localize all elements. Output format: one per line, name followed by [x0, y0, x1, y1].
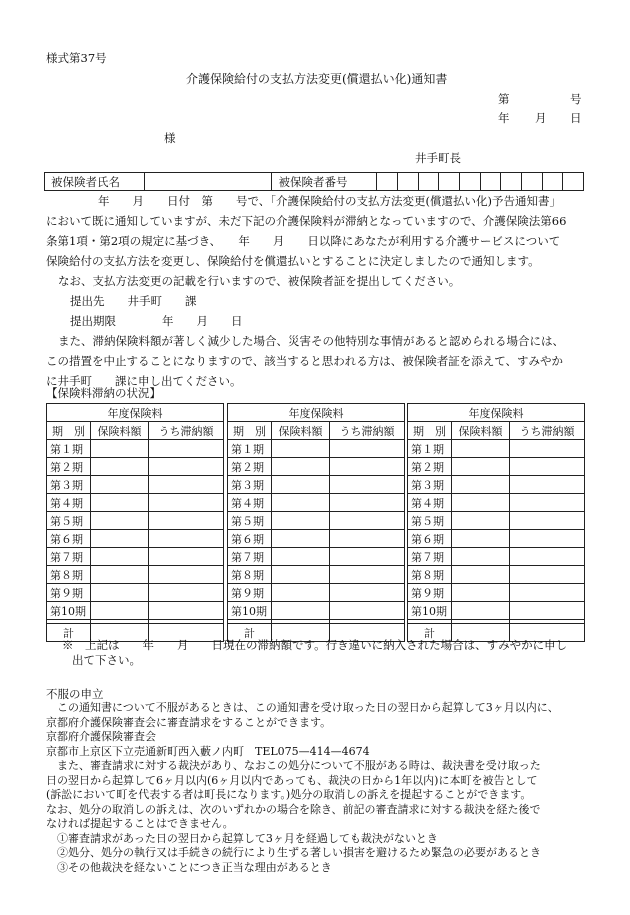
- table-row: [47, 530, 224, 548]
- arrears-cell: [330, 512, 405, 530]
- arrears-cell: [330, 602, 405, 620]
- arrears-cell: [330, 476, 405, 494]
- number-box: [542, 173, 563, 191]
- table-row: [47, 476, 224, 494]
- status-heading: 【保険料滞納の状況】: [46, 386, 161, 400]
- appeal-text: [46, 701, 559, 875]
- table-header-row: [408, 422, 585, 440]
- total-label: 計: [228, 624, 272, 642]
- fiscal-year-header: 年度保険料: [47, 404, 224, 422]
- table-row: [408, 602, 585, 620]
- doc-number-dai: 第: [498, 92, 510, 106]
- premium-cell: [91, 512, 149, 530]
- note-line: ※ 上記は 年 月 日現在の滞納額です。行き違いに納入された場合は、すみやかに申し: [62, 638, 568, 652]
- premium-cell: [91, 530, 149, 548]
- arrears-cell: [330, 548, 405, 566]
- col-period: 期 別: [47, 422, 91, 440]
- period-label: 第10期: [228, 602, 272, 620]
- number-box: [418, 173, 439, 191]
- period-label: 第５期: [47, 512, 91, 530]
- premium-cell: [452, 458, 510, 476]
- table-header-row: [47, 422, 224, 440]
- table-row: [228, 530, 405, 548]
- period-label: 第９期: [228, 584, 272, 602]
- appeal-line: なければ提起することはできません。: [46, 817, 234, 830]
- period-label: 第４期: [408, 494, 452, 512]
- period-label: 第４期: [47, 494, 91, 512]
- col-premium: 保険料額: [272, 422, 330, 440]
- period-label: 第６期: [408, 530, 452, 548]
- premium-cell: [272, 512, 330, 530]
- period-label: 第10期: [408, 602, 452, 620]
- appeal-line: ①審査請求があった日の翌日から起算して3ヶ月を経過しても裁決がないとき: [46, 831, 438, 845]
- premium-cell: [452, 566, 510, 584]
- date-year: 年: [498, 111, 510, 125]
- number-box: [377, 173, 398, 191]
- col-premium: 保険料額: [91, 422, 149, 440]
- arrears-cell: [330, 440, 405, 458]
- period-label: 第６期: [228, 530, 272, 548]
- col-premium: 保険料額: [452, 422, 510, 440]
- note: [62, 638, 567, 668]
- period-label: 第４期: [228, 494, 272, 512]
- period-label: 第７期: [228, 548, 272, 566]
- fiscal-year-header: 年度保険料: [228, 404, 405, 422]
- table-row: [408, 494, 585, 512]
- arrears-cell: [330, 494, 405, 512]
- table-row: [47, 512, 224, 530]
- col-period: 期 別: [228, 422, 272, 440]
- premium-cell: [272, 440, 330, 458]
- table-row: [408, 512, 585, 530]
- appeal-line: 京都府介護保険審査会: [46, 730, 156, 743]
- arrears-cell: [149, 548, 224, 566]
- arrears-cell: [510, 440, 585, 458]
- arrears-cell: [510, 458, 585, 476]
- number-box: [397, 173, 418, 191]
- body-line: この措置を中止することになりますので、該当すると思われる方は、被保険者証を添えて、すみやか: [46, 354, 564, 368]
- table-row: [408, 548, 585, 566]
- period-label: 第１期: [408, 440, 452, 458]
- total-label: 計: [47, 624, 91, 642]
- number-box: [439, 173, 460, 191]
- premium-cell: [91, 548, 149, 566]
- table-row: [228, 566, 405, 584]
- fiscal-year-header: 年度保険料: [408, 404, 585, 422]
- arrears-cell: [510, 512, 585, 530]
- period-label: 第７期: [47, 548, 91, 566]
- appeal-heading: 不服の申立: [46, 687, 104, 701]
- table-header-row: [47, 404, 224, 422]
- body-line: なお、支払方法変更の記載を行いますので、被保険者証を提出してください。: [58, 274, 461, 288]
- arrears-cell: [510, 602, 585, 620]
- arrears-cell: [149, 530, 224, 548]
- appeal-line: ③その他裁決を経ないことにつき正当な理由があるとき: [46, 860, 332, 874]
- premium-cell: [272, 476, 330, 494]
- date-day: 日: [570, 111, 582, 125]
- premium-cell: [452, 512, 510, 530]
- period-label: 第８期: [408, 566, 452, 584]
- arrears-cell: [330, 584, 405, 602]
- body-line: 年 月 日付 第 号で、「介護保険給付の支払方法変更(償還払い化)予告通知書」: [98, 194, 561, 208]
- premium-cell: [452, 584, 510, 602]
- arrears-cell: [149, 494, 224, 512]
- premium-cell: [452, 494, 510, 512]
- premium-cell: [91, 584, 149, 602]
- period-label: 第２期: [408, 458, 452, 476]
- premium-cell: [272, 584, 330, 602]
- submission-destination: 提出先 井手町 課: [70, 294, 197, 308]
- table-row: [47, 548, 224, 566]
- arrears-cell: [149, 476, 224, 494]
- arrears-cell: [330, 566, 405, 584]
- insured-info-row: [44, 172, 584, 191]
- document-title: 介護保険給付の支払方法変更(償還払い化)通知書: [186, 72, 448, 86]
- period-label: 第１期: [228, 440, 272, 458]
- arrears-cell: [149, 602, 224, 620]
- table-row: [228, 476, 405, 494]
- arrears-cell: [149, 512, 224, 530]
- period-label: 第８期: [228, 566, 272, 584]
- submission-deadline: 提出期限 年 月 日: [70, 314, 243, 328]
- premium-cell: [91, 602, 149, 620]
- insured-name-label: 被保険者氏名: [45, 173, 145, 191]
- table-row: [408, 530, 585, 548]
- arrears-cell: [510, 548, 585, 566]
- table-row: [228, 512, 405, 530]
- arrears-cell: [510, 530, 585, 548]
- period-label: 第１期: [47, 440, 91, 458]
- arrears-table: [227, 403, 405, 642]
- premium-cell: [272, 602, 330, 620]
- table-row: [47, 584, 224, 602]
- arrears-cell: [330, 458, 405, 476]
- premium-cell: [272, 548, 330, 566]
- arrears-cell: [510, 584, 585, 602]
- period-label: 第３期: [47, 476, 91, 494]
- arrears-cell: [510, 494, 585, 512]
- col-arrears: うち滞納額: [510, 422, 585, 440]
- arrears-cell: [510, 476, 585, 494]
- premium-cell: [91, 458, 149, 476]
- total-label: 計: [408, 624, 452, 642]
- arrears-cell: [510, 566, 585, 584]
- doc-number-go: 号: [570, 92, 582, 106]
- appeal-line: この通知書について不服があるときは、この通知書を受け取った日の翌日から起算して3ヶ月以内に、: [46, 701, 559, 714]
- appeal-line: ②処分、処分の執行又は手続きの続行により生ずる著しい損害を避けるため緊急の必要があるとき: [46, 846, 541, 859]
- appeal-line: 日の翌日から起算して6ヶ月以内(6ヶ月以内であっても、裁決の日から1年以内)に本町を被告として: [46, 773, 538, 787]
- number-box: [480, 173, 501, 191]
- period-label: 第２期: [228, 458, 272, 476]
- addressee-sama: 様: [164, 131, 176, 145]
- arrears-cell: [149, 584, 224, 602]
- table-row: [228, 584, 405, 602]
- number-box: [501, 173, 522, 191]
- table-row: [47, 458, 224, 476]
- table-header-row: [408, 404, 585, 422]
- col-arrears: うち滞納額: [330, 422, 405, 440]
- period-label: 第８期: [47, 566, 91, 584]
- date-month: 月: [535, 111, 547, 125]
- appeal-line: 京都府介護保険審査会に審査請求をすることができます。: [46, 715, 332, 729]
- premium-cell: [272, 494, 330, 512]
- col-period: 期 別: [408, 422, 452, 440]
- table-row: [408, 584, 585, 602]
- number-box: [459, 173, 480, 191]
- appeal-line: (訴訟において町を代表する者は町長になります。)処分の取消しの訴えを提起することができます。: [46, 788, 532, 801]
- table-row: [228, 602, 405, 620]
- table-row: [47, 566, 224, 584]
- premium-cell: [91, 440, 149, 458]
- period-label: 第６期: [47, 530, 91, 548]
- premium-cell: [452, 530, 510, 548]
- table-row: [408, 458, 585, 476]
- premium-cell: [452, 548, 510, 566]
- table-row: [228, 440, 405, 458]
- number-box: [563, 173, 584, 191]
- premium-cell: [91, 476, 149, 494]
- period-label: 第３期: [408, 476, 452, 494]
- table-row: [408, 440, 585, 458]
- period-label: 第９期: [47, 584, 91, 602]
- body-line: に井手町 課に申し出てください。: [46, 374, 242, 388]
- body-line: 条第1項・第2項の規定に基づき、 年 月 日以降にあなたが利用する介護サービスについて: [46, 234, 561, 248]
- table-row: [47, 440, 224, 458]
- body-line: 保険給付の支払方法を変更し、保険給付を償還払いとすることに決定しましたので通知します。: [46, 254, 540, 268]
- arrears-table: [407, 403, 585, 642]
- period-label: 第５期: [228, 512, 272, 530]
- note-line: 出て下さい。: [72, 653, 141, 667]
- premium-cell: [452, 476, 510, 494]
- appeal-line: 京都市上京区下立売通新町西入藪ノ内町 TEL075—414—4674: [46, 744, 370, 758]
- number-box: [521, 173, 542, 191]
- table-row: [47, 602, 224, 620]
- table-row: [228, 458, 405, 476]
- insured-number-label: 被保険者番号: [272, 173, 377, 191]
- arrears-table: [46, 403, 224, 642]
- col-arrears: うち滞納額: [149, 422, 224, 440]
- table-row: [228, 548, 405, 566]
- body-line: において既に通知していますが、未だ下記の介護保険料が滞納となっていますので、介護保険法第66: [46, 214, 567, 228]
- premium-cell: [91, 566, 149, 584]
- appeal-line: また、審査請求に対する裁決があり、なおこの処分について不服がある時は、裁決書を受け取った: [46, 759, 541, 772]
- premium-cell: [272, 530, 330, 548]
- premium-cell: [452, 440, 510, 458]
- premium-cell: [91, 494, 149, 512]
- period-label: 第３期: [228, 476, 272, 494]
- table-header-row: [228, 404, 405, 422]
- period-label: 第10期: [47, 602, 91, 620]
- arrears-cell: [149, 566, 224, 584]
- insured-name-field: [144, 173, 272, 191]
- period-label: 第７期: [408, 548, 452, 566]
- arrears-cell: [149, 458, 224, 476]
- appeal-line: なお、処分の取消しの訴えは、次のいずれかの場合を除き、前記の審査請求に対する裁決を経た後で: [46, 802, 541, 816]
- period-label: 第２期: [47, 458, 91, 476]
- table-row: [47, 494, 224, 512]
- table-row: [408, 476, 585, 494]
- form-number: 様式第37号: [46, 51, 107, 65]
- sender-name: 井手町長: [415, 151, 461, 165]
- table-row: [228, 494, 405, 512]
- period-label: 第９期: [408, 584, 452, 602]
- period-label: 第５期: [408, 512, 452, 530]
- table-header-row: [228, 422, 405, 440]
- table-row: [408, 566, 585, 584]
- arrears-cell: [330, 530, 405, 548]
- arrears-cell: [149, 440, 224, 458]
- premium-cell: [452, 602, 510, 620]
- premium-cell: [272, 458, 330, 476]
- notice-body: [46, 191, 566, 391]
- premium-cell: [272, 566, 330, 584]
- body-line: また、滞納保険料額が著しく減少した場合、災害その他特別な事情があると認められる場合には、: [58, 334, 564, 348]
